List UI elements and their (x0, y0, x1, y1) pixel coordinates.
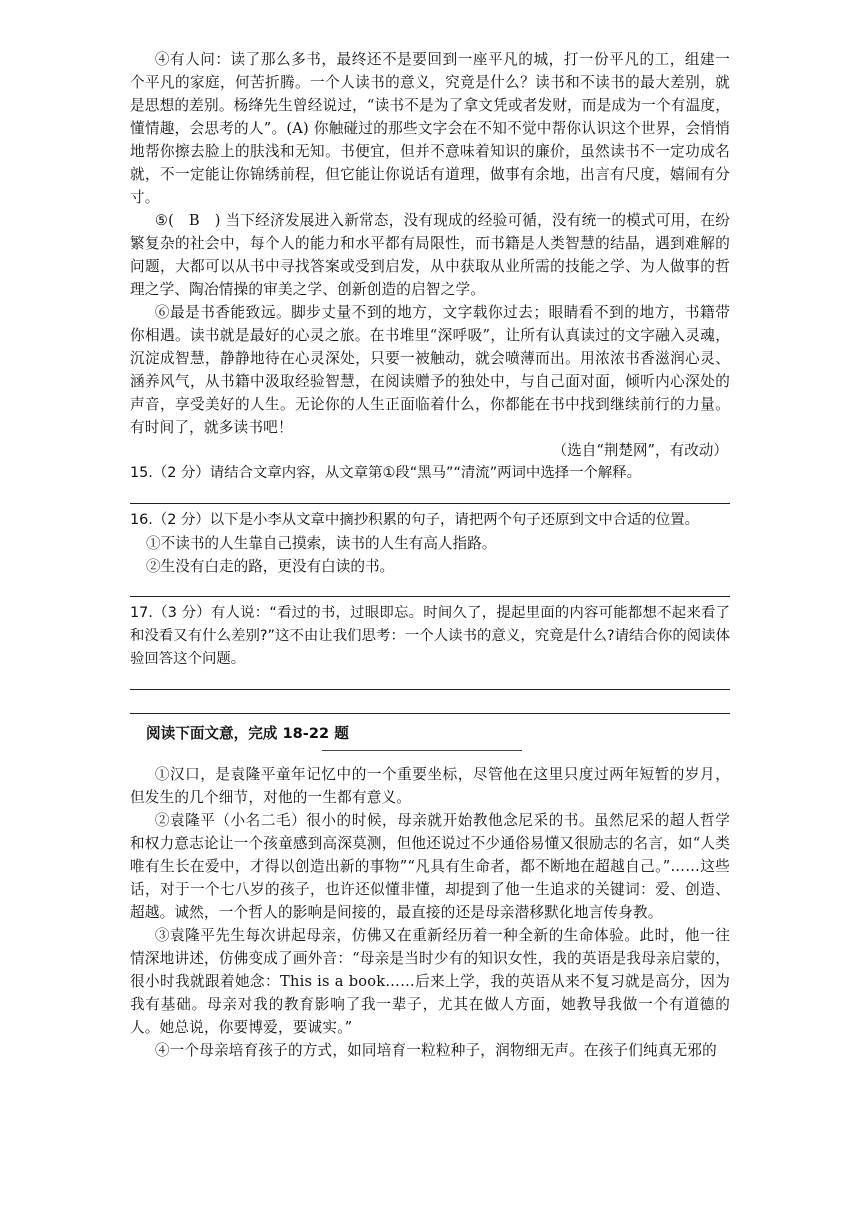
answer-line-17b[interactable] (130, 695, 730, 714)
section-divider (322, 750, 522, 751)
answer-line-17a[interactable] (130, 671, 730, 690)
section-heading: 阅读下面文意，完成 18-22 题 (146, 725, 349, 742)
article1-source: （选自“荆楚网”，有改动） (552, 442, 728, 459)
question-16-sentence-1: ①不读书的人生靠自己摸索，读书的人生有高人指路。 (146, 535, 497, 552)
article2-paragraph-1: ①汉口，是袁隆平童年记忆中的一个重要坐标，尽管他在这里只度过两年短暂的岁月，但发生的几个细节，对他的一生都有意义。 (130, 766, 730, 806)
question-16-sentence-2: ②生没有白走的路，更没有白读的书。 (146, 558, 395, 575)
answer-line-15[interactable] (130, 485, 730, 504)
article1-paragraph-5: ⑤( B ) 当下经济发展进入新常态，没有现成的经验可循，没有统一的模式可用，在纷繁复杂的社会中，每个人的能力和水平都有局限性，而书籍是人类智慧的结晶，遇到难解的问题，大都可以从书中寻找答案或受到启发，从中获取从业所需的技能之学、为人做事的哲理之学、陶冶情操的审美之学、创新创造的启智之学。 (130, 212, 730, 298)
question-16: 16.（2 分）以下是小李从文章中摘抄积累的句子，请把两个句子还原到文中合适的位置。 (130, 512, 700, 528)
article2-paragraph-4: ④一个母亲培育孩子的方式，如同培育一粒粒种子，润物细无声。在孩子们纯真无邪的 (154, 1042, 717, 1059)
article2-paragraph-2: ②袁隆平（小名二毛）很小的时候，母亲就开始教他念尼采的书。虽然尼采的超人哲学和权力意志论让一个孩童感到高深莫测，但他还说过不少通俗易懂又很励志的名言，如“人类唯有生长在爱中，才得以创造出新的事物”“凡具有生命者，都不断地在超越自己。”……这些话，对于一个七八岁的孩子，也许还似懂非懂，却提到了他一生追求的关键词：爱、创造、超越。诚然，一个哲人的影响是间接的，最直接的还是母亲潜移默化地言传身教。 (130, 812, 730, 921)
question-17: 17.（3 分）有人说：“看过的书，过眼即忘。时间久了，提起里面的内容可能都想不起来看了和没看又有什么差别?”这不由让我们思考：一个人读书的意义，究竟是什么?请结合你的阅读体验回答这个问题。 (130, 605, 730, 667)
article1-paragraph-6: ⑥最是书香能致远。脚步丈量不到的地方，文字载你过去；眼睛看不到的地方，书籍带你相遇。读书就是最好的心灵之旅。在书堆里“深呼吸”，让所有认真读过的文字融入灵魂，沉淀成智慧，静静地待在心灵深处，只要一被触动，就会喷薄而出。用浓浓书香滋润心灵、涵养风气，从书籍中汲取经验智慧，在阅读赠予的独处中，与自己面对面，倾听内心深处的声音，享受美好的人生。无论你的人生正面临着什么，你都能在书中找到继续前行的力量。有时间了，就多读书吧！ (130, 304, 730, 436)
article1-paragraph-4: ④有人问：读了那么多书，最终还不是要回到一座平凡的城，打一份平凡的工，组建一个平凡的家庭，何苦折腾。一个人读书的意义，究竟是什么？读书和不读书的最大差别，就是思想的差别。杨绛先生曾经说过，“读书不是为了拿文凭或者发财，而是成为一个有温度，懂情趣，会思考的人”。(A) 你触碰过的那些文字会在不知不觉中帮你认识这个世界，会悄悄地帮你擦去脸上的肤浅和无知。书便宜，但并不意味着知识的廉价，虽然读书不一定功成名就，不一定能让你锦绣前程，但它能让你说话有道理，做事有余地，出言有尺度，嬉闹有分寸。 (130, 51, 730, 206)
question-15: 15.（2 分）请结合文章内容，从文章第①段“黑马”“清流”两词中选择一个解释。 (130, 465, 642, 481)
answer-line-16[interactable] (130, 578, 730, 597)
article2-paragraph-3: ③袁隆平先生每次讲起母亲，仿佛又在重新经历着一种全新的生命体验。此时，他一往情深地讲述，仿佛变成了画外音：“母亲是当时少有的知识女性，我的英语是我母亲启蒙的，很小时我就跟着她念：This is a book……后来上学，我的英语从来不复习就是高分，因为我有基础。母亲对我的教育影响了我一辈子，尤其在做人方面，她教导我做一个有道德的人。她总说，你要博爱，要诚实。” (130, 927, 730, 1036)
document-page (130, 48, 730, 1062)
